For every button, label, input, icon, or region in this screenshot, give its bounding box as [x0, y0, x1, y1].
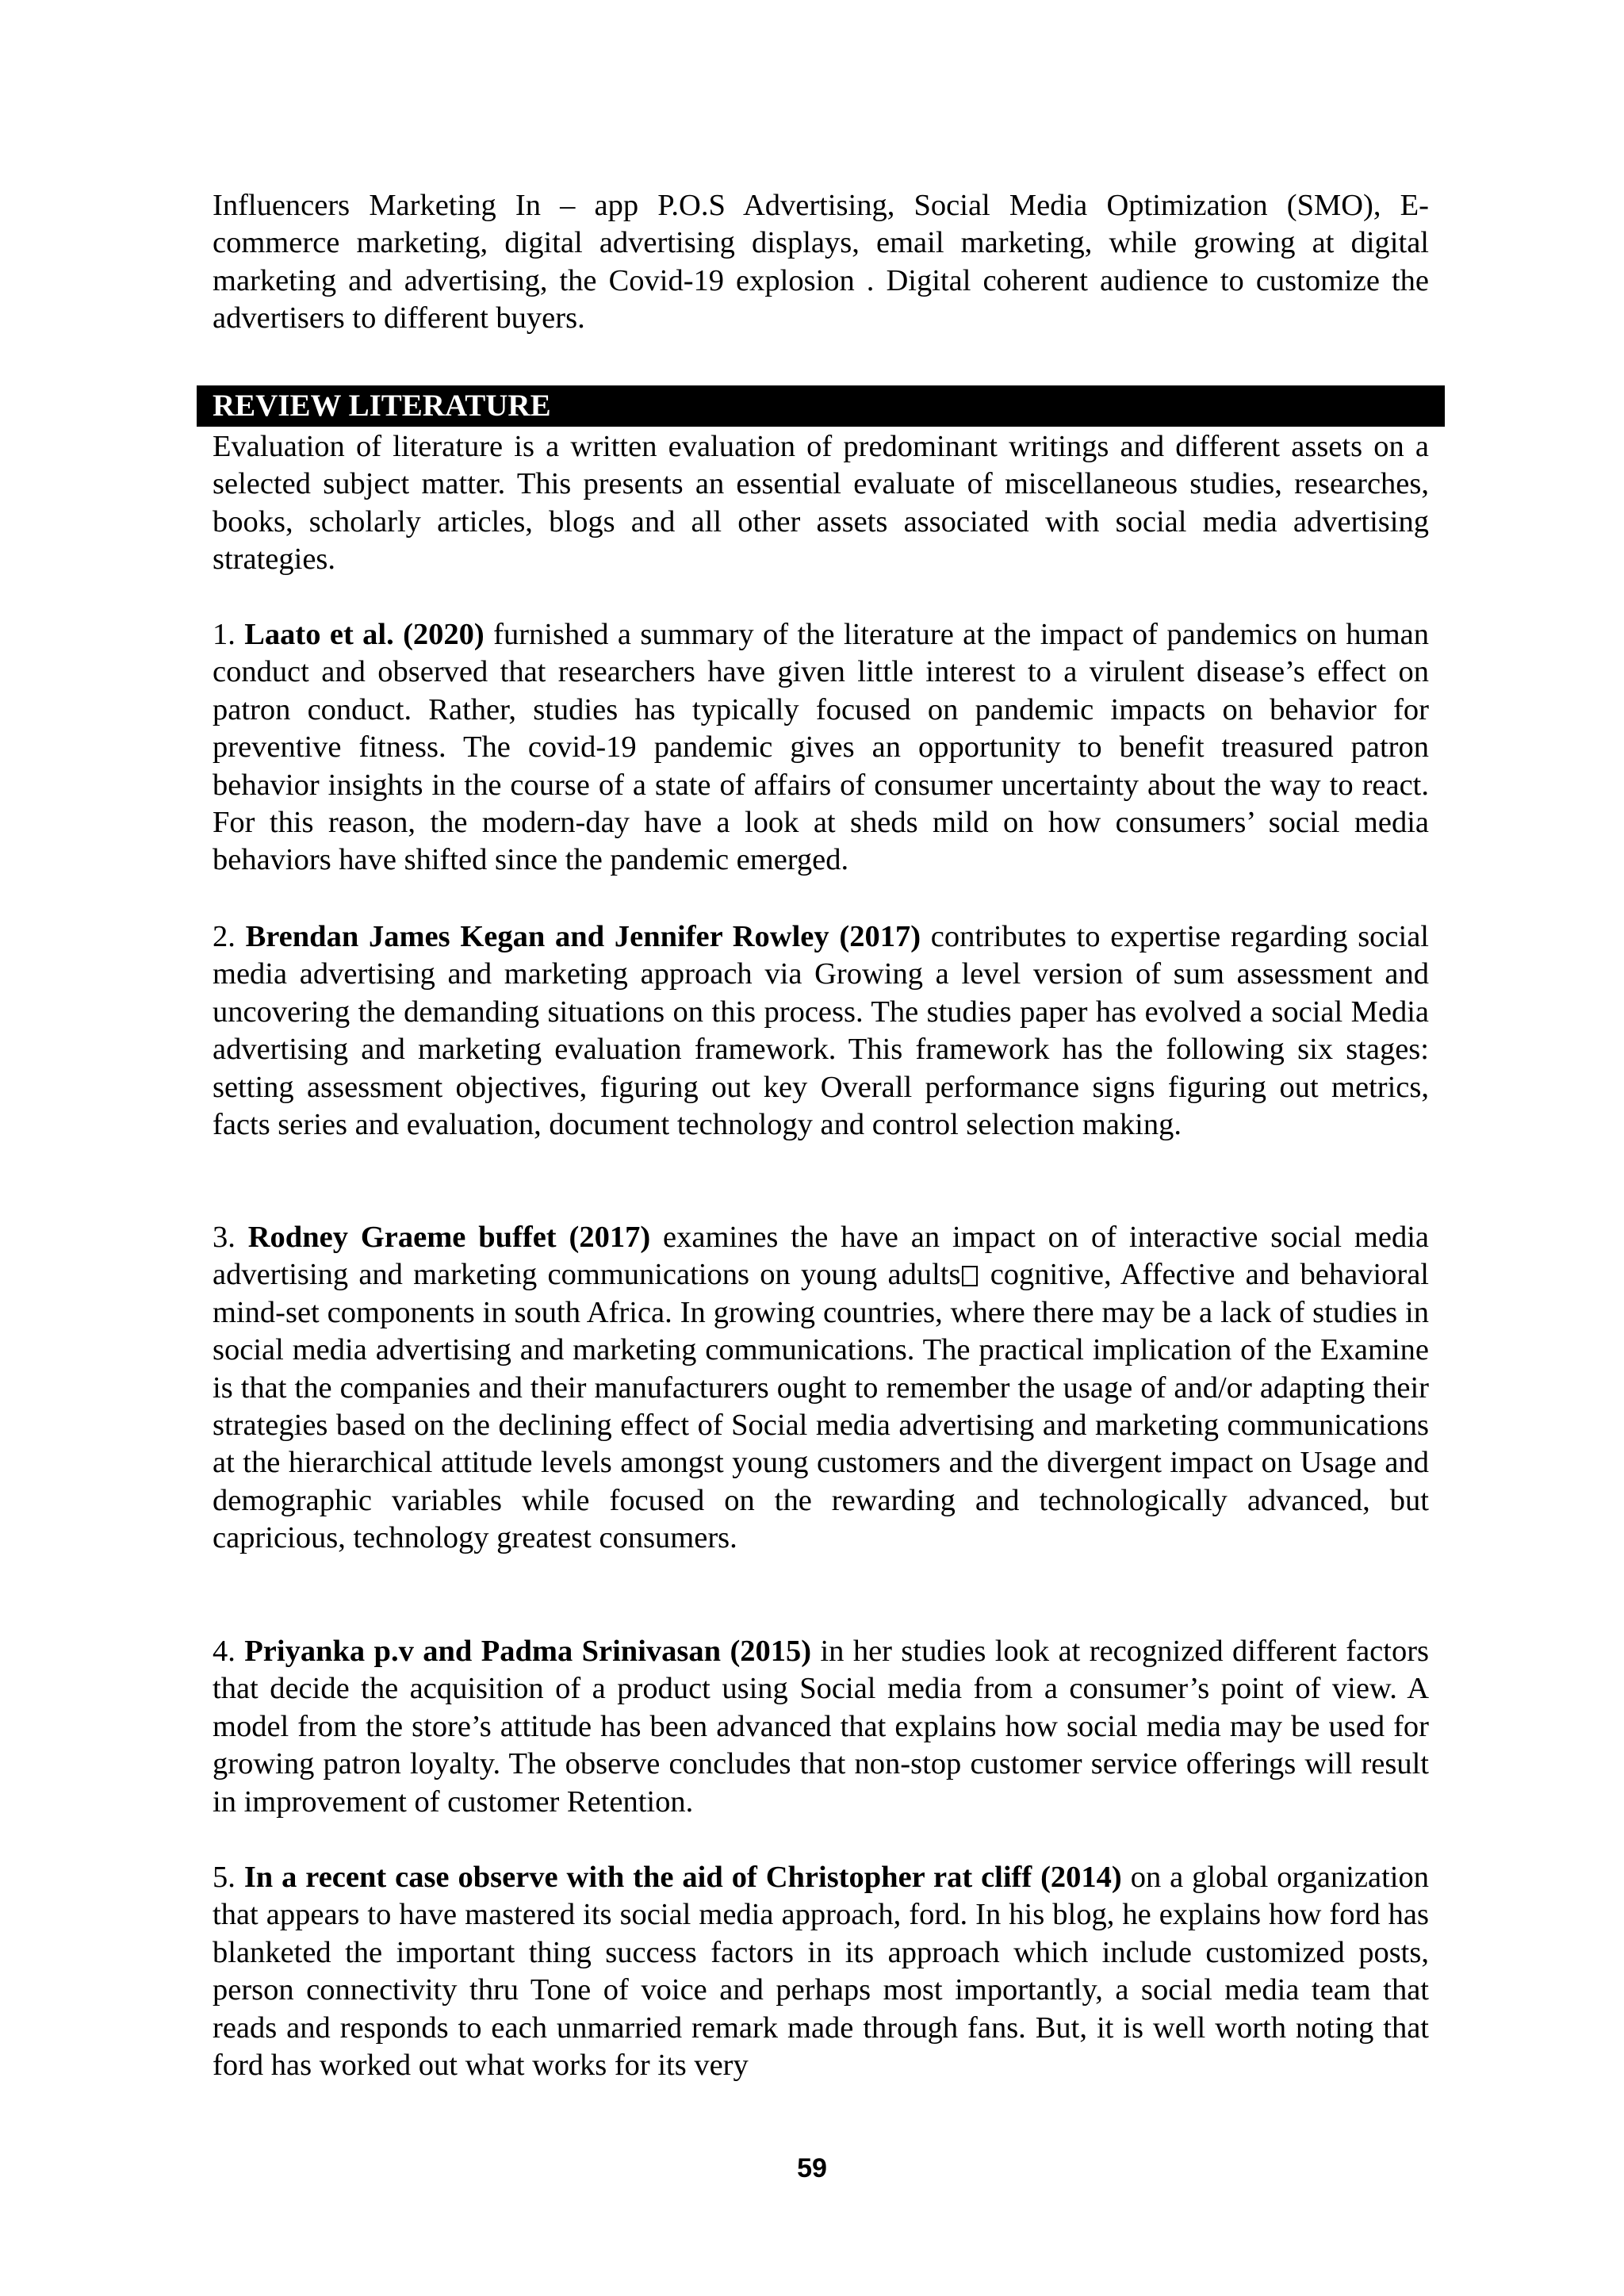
entry-paragraph	[213, 1859, 1429, 2084]
entry-number: 3.	[213, 1221, 236, 1254]
entry-number: 5.	[213, 1861, 236, 1894]
entry-number: 4.	[213, 1635, 236, 1668]
entry-number: 2.	[213, 920, 236, 953]
overview-paragraph-container	[213, 428, 1429, 579]
literature-entry-1	[213, 616, 1429, 880]
entry-author-lead: In a recent case observe with the aid of Christopher rat cliff (2014)	[243, 1861, 1122, 1894]
section-heading-review-literature: REVIEW LITERATURE	[197, 385, 1445, 427]
entry-text: cognitive, Affective and behavioral mind-set components in south Africa. In growing countries, where there may be a lack of studies in social media advertising and marketing communications. The practical implication of the Examine is that the companies and their manufacturers ought to remember the usage of and/or adapting their strategies based on the declining effect of Social media advertising and marketing communications at the hierarchical attitude levels amongst young customers and the divergent impact on Usage and demographic variables while focused on the rewarding and technologically advanced, but capricious, technology greatest consumers.	[213, 1258, 1429, 1555]
entry-author-lead: Brendan James Kegan and Jennifer Rowley (2017)	[245, 920, 921, 953]
entry-number: 1.	[213, 618, 236, 651]
entry-author-lead: Priyanka p.v and Padma Srinivasan (2015)	[244, 1635, 812, 1668]
entry-text: furnished a summary of the literature at the impact of pandemics on human conduct and observed that researchers have given little interest to a virulent disease’s effect on patron conduct. Rather, studies has typically focused on pandemic impacts on behavior for preventive fitness. The covid-19 pandemic gives an opportunity to benefit treasured patron behavior insights in the course of a state of affairs of consumer uncertainty about the way to react. For this reason, the modern-day have a look at sheds mild on how consumers’ social media behaviors have shifted since the pandemic emerged.	[213, 618, 1429, 877]
entry-paragraph	[213, 1219, 1429, 1558]
entry-text: contributes to expertise regarding social media advertising and marketing approach via Growing a level version of sum assessment and uncovering the demanding situations on this process. The studies paper has evolved a social Media advertising and marketing evaluation framework. This framework has the following six stages: setting assessment objectives, figuring out key Overall performance signs figuring out metrics, facts series and evaluation, document technology and control selection making.	[213, 920, 1429, 1142]
entry-text-before-glyph: examines the have an impact on of interactive social media advertising and marketing communications on young adults	[213, 1221, 1429, 1292]
entry-paragraph	[213, 918, 1429, 1144]
entry-paragraph	[213, 616, 1429, 880]
missing-character-glyph-icon	[962, 1266, 978, 1286]
entry-author-lead: Rodney Graeme buffet (2017)	[247, 1221, 651, 1254]
entry-paragraph	[213, 1633, 1429, 1821]
literature-entry-3	[213, 1219, 1429, 1558]
literature-entry-2	[213, 918, 1429, 1144]
intro-paragraph: Influencers Marketing In – app P.O.S Advertising, Social Media Optimization (SMO), E-commerce marketing, digital advertising displays, email marketing, while growing at digital marketing and advertising, the Covid-19 explosion . Digital coherent audience to customize the advertisers to different buyers.	[213, 189, 1429, 335]
literature-entry-5	[213, 1859, 1429, 2084]
literature-entry-4	[213, 1633, 1429, 1821]
entry-text: in her studies look at recognized different factors that decide the acquisition of a product using Social media from a consumer’s point of view. A model from the store’s attitude has been advanced that explains how social media may be used for growing patron loyalty. The observe concludes that non-stop customer service offerings will result in improvement of customer Retention.	[213, 1635, 1429, 1819]
page-number: 59	[797, 2153, 827, 2183]
overview-paragraph: Evaluation of literature is a written evaluation of predominant writings and different assets on a selected subject matter. This presents an essential evaluate of miscellaneous studies, researches, books, scholarly articles, blogs and all other assets associated with social media advertising strategies.	[213, 430, 1429, 577]
intro-paragraph-container	[213, 187, 1429, 376]
entry-author-lead: Laato et al. (2020)	[244, 618, 485, 651]
entry-text: on a global organization that appears to have mastered its social media approach, ford. In his blog, he explains how ford has blanketed the important thing success factors in its approach which include customized posts, person connectivity thru Tone of voice and perhaps most importantly, a social media team that reads and responds to each unmarried remark made through fans. But, it is well worth noting that ford has worked out what works for its very	[213, 1861, 1430, 2083]
